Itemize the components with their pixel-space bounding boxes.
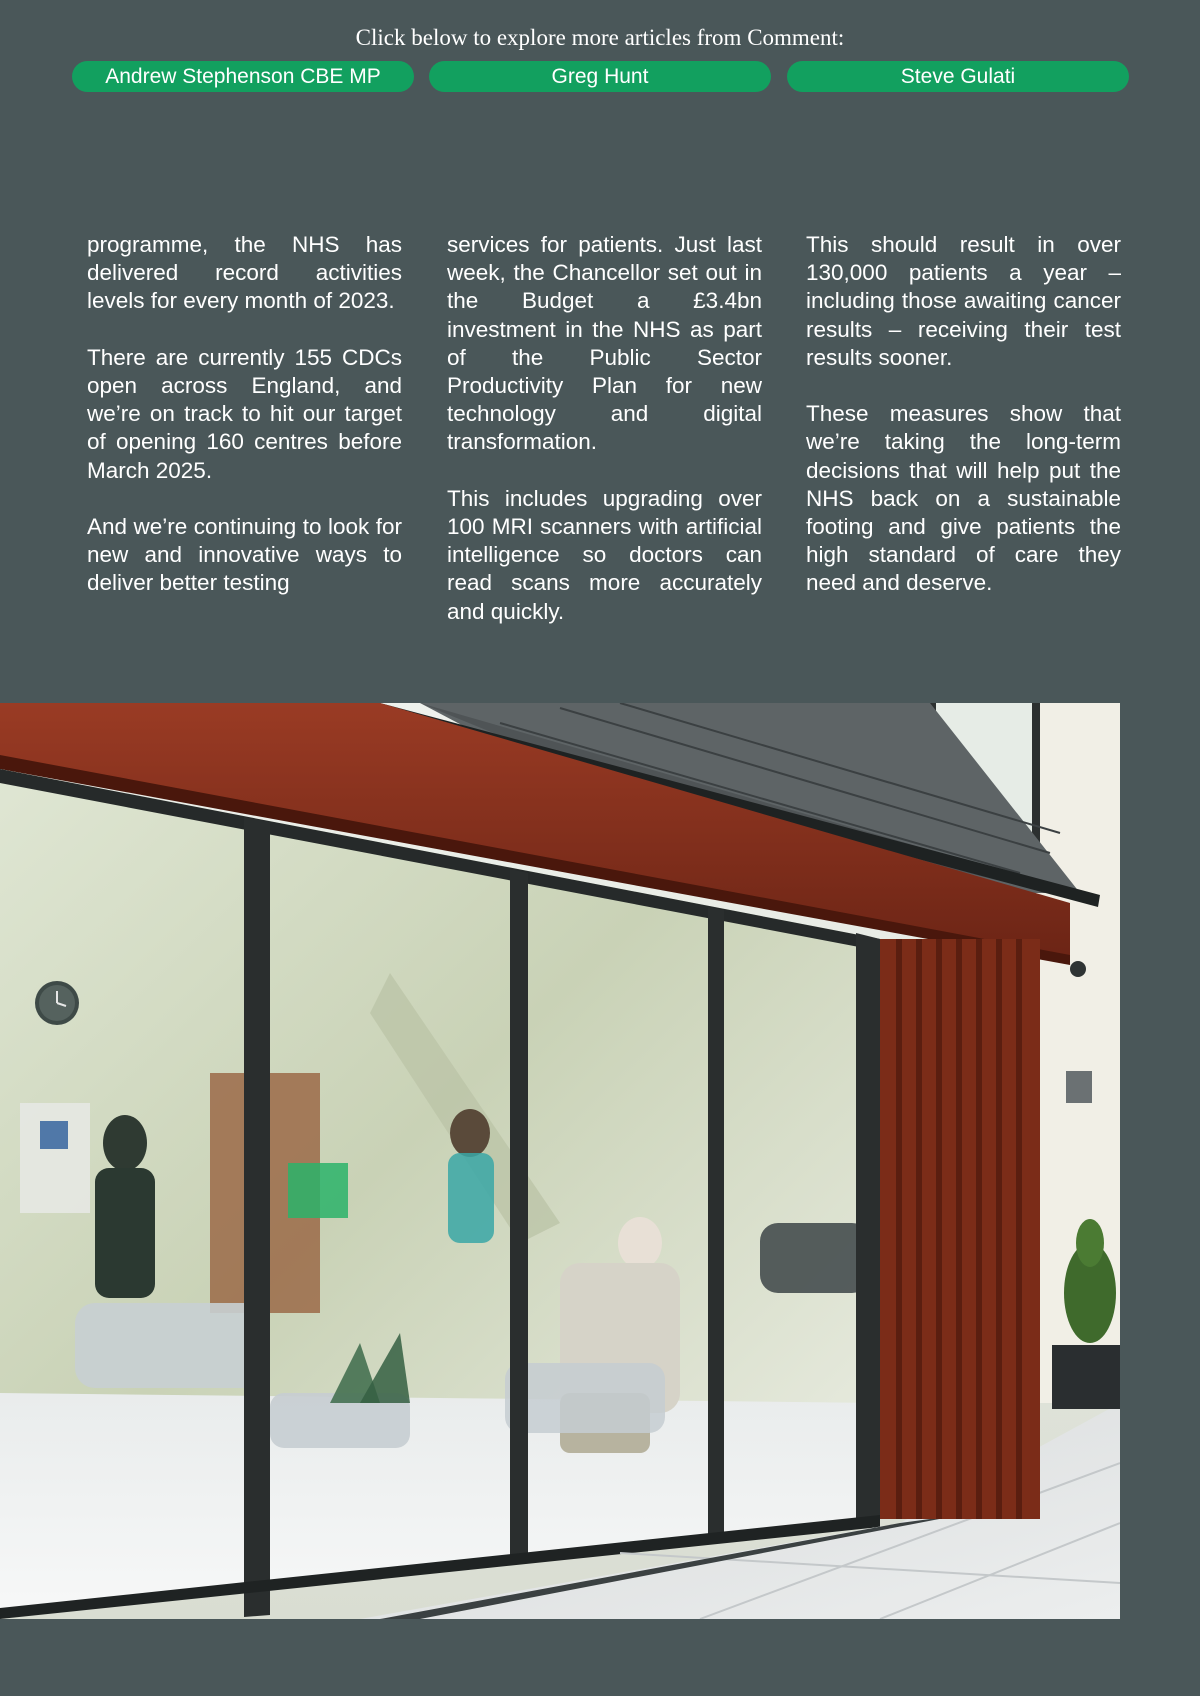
clinic-building-photo [0, 703, 1120, 1619]
article-paragraph: services for patients. Just last week, the Chancellor set out in the Budget a £3.4bn investment in the NHS as part of the Public Sector Productivity Plan for new technology and digital transformation. [447, 232, 762, 455]
article-link-button-steve-gulati[interactable]: Steve Gulati [787, 61, 1129, 92]
article-paragraph: This includes upgrading over 100 MRI scanners with artificial intelligence so doctors can read scans more accurately and quickly. [447, 485, 762, 624]
article-column-1 [87, 231, 402, 598]
more-articles-heading: Click below to explore more articles from Comment: [355, 25, 845, 50]
article-paragraph: There are currently 155 CDCs open across England, and we’re on track to hit our target of opening 160 centres before March 2025. [87, 344, 402, 483]
article-paragraph: programme, the NHS has delivered record activities levels for every month of 2023. [87, 232, 402, 314]
article-paragraph: These measures show that we’re taking the long-term decisions that will help put the NHS back on a sustainable footing and give patients the high standard of care they need and deserve. [806, 401, 1121, 596]
article-paragraph: And we’re continuing to look for new and innovative ways to deliver better testing [87, 514, 402, 596]
article-link-button-andrew-stephenson[interactable]: Andrew Stephenson CBE MP [72, 61, 414, 92]
article-column-3 [806, 231, 1121, 598]
article-link-button-greg-hunt[interactable]: Greg Hunt [429, 61, 771, 92]
article-paragraph: This should result in over 130,000 patients a year – including those awaiting cancer results – receiving their test results sooner. [806, 232, 1121, 370]
article-column-2 [447, 231, 762, 626]
